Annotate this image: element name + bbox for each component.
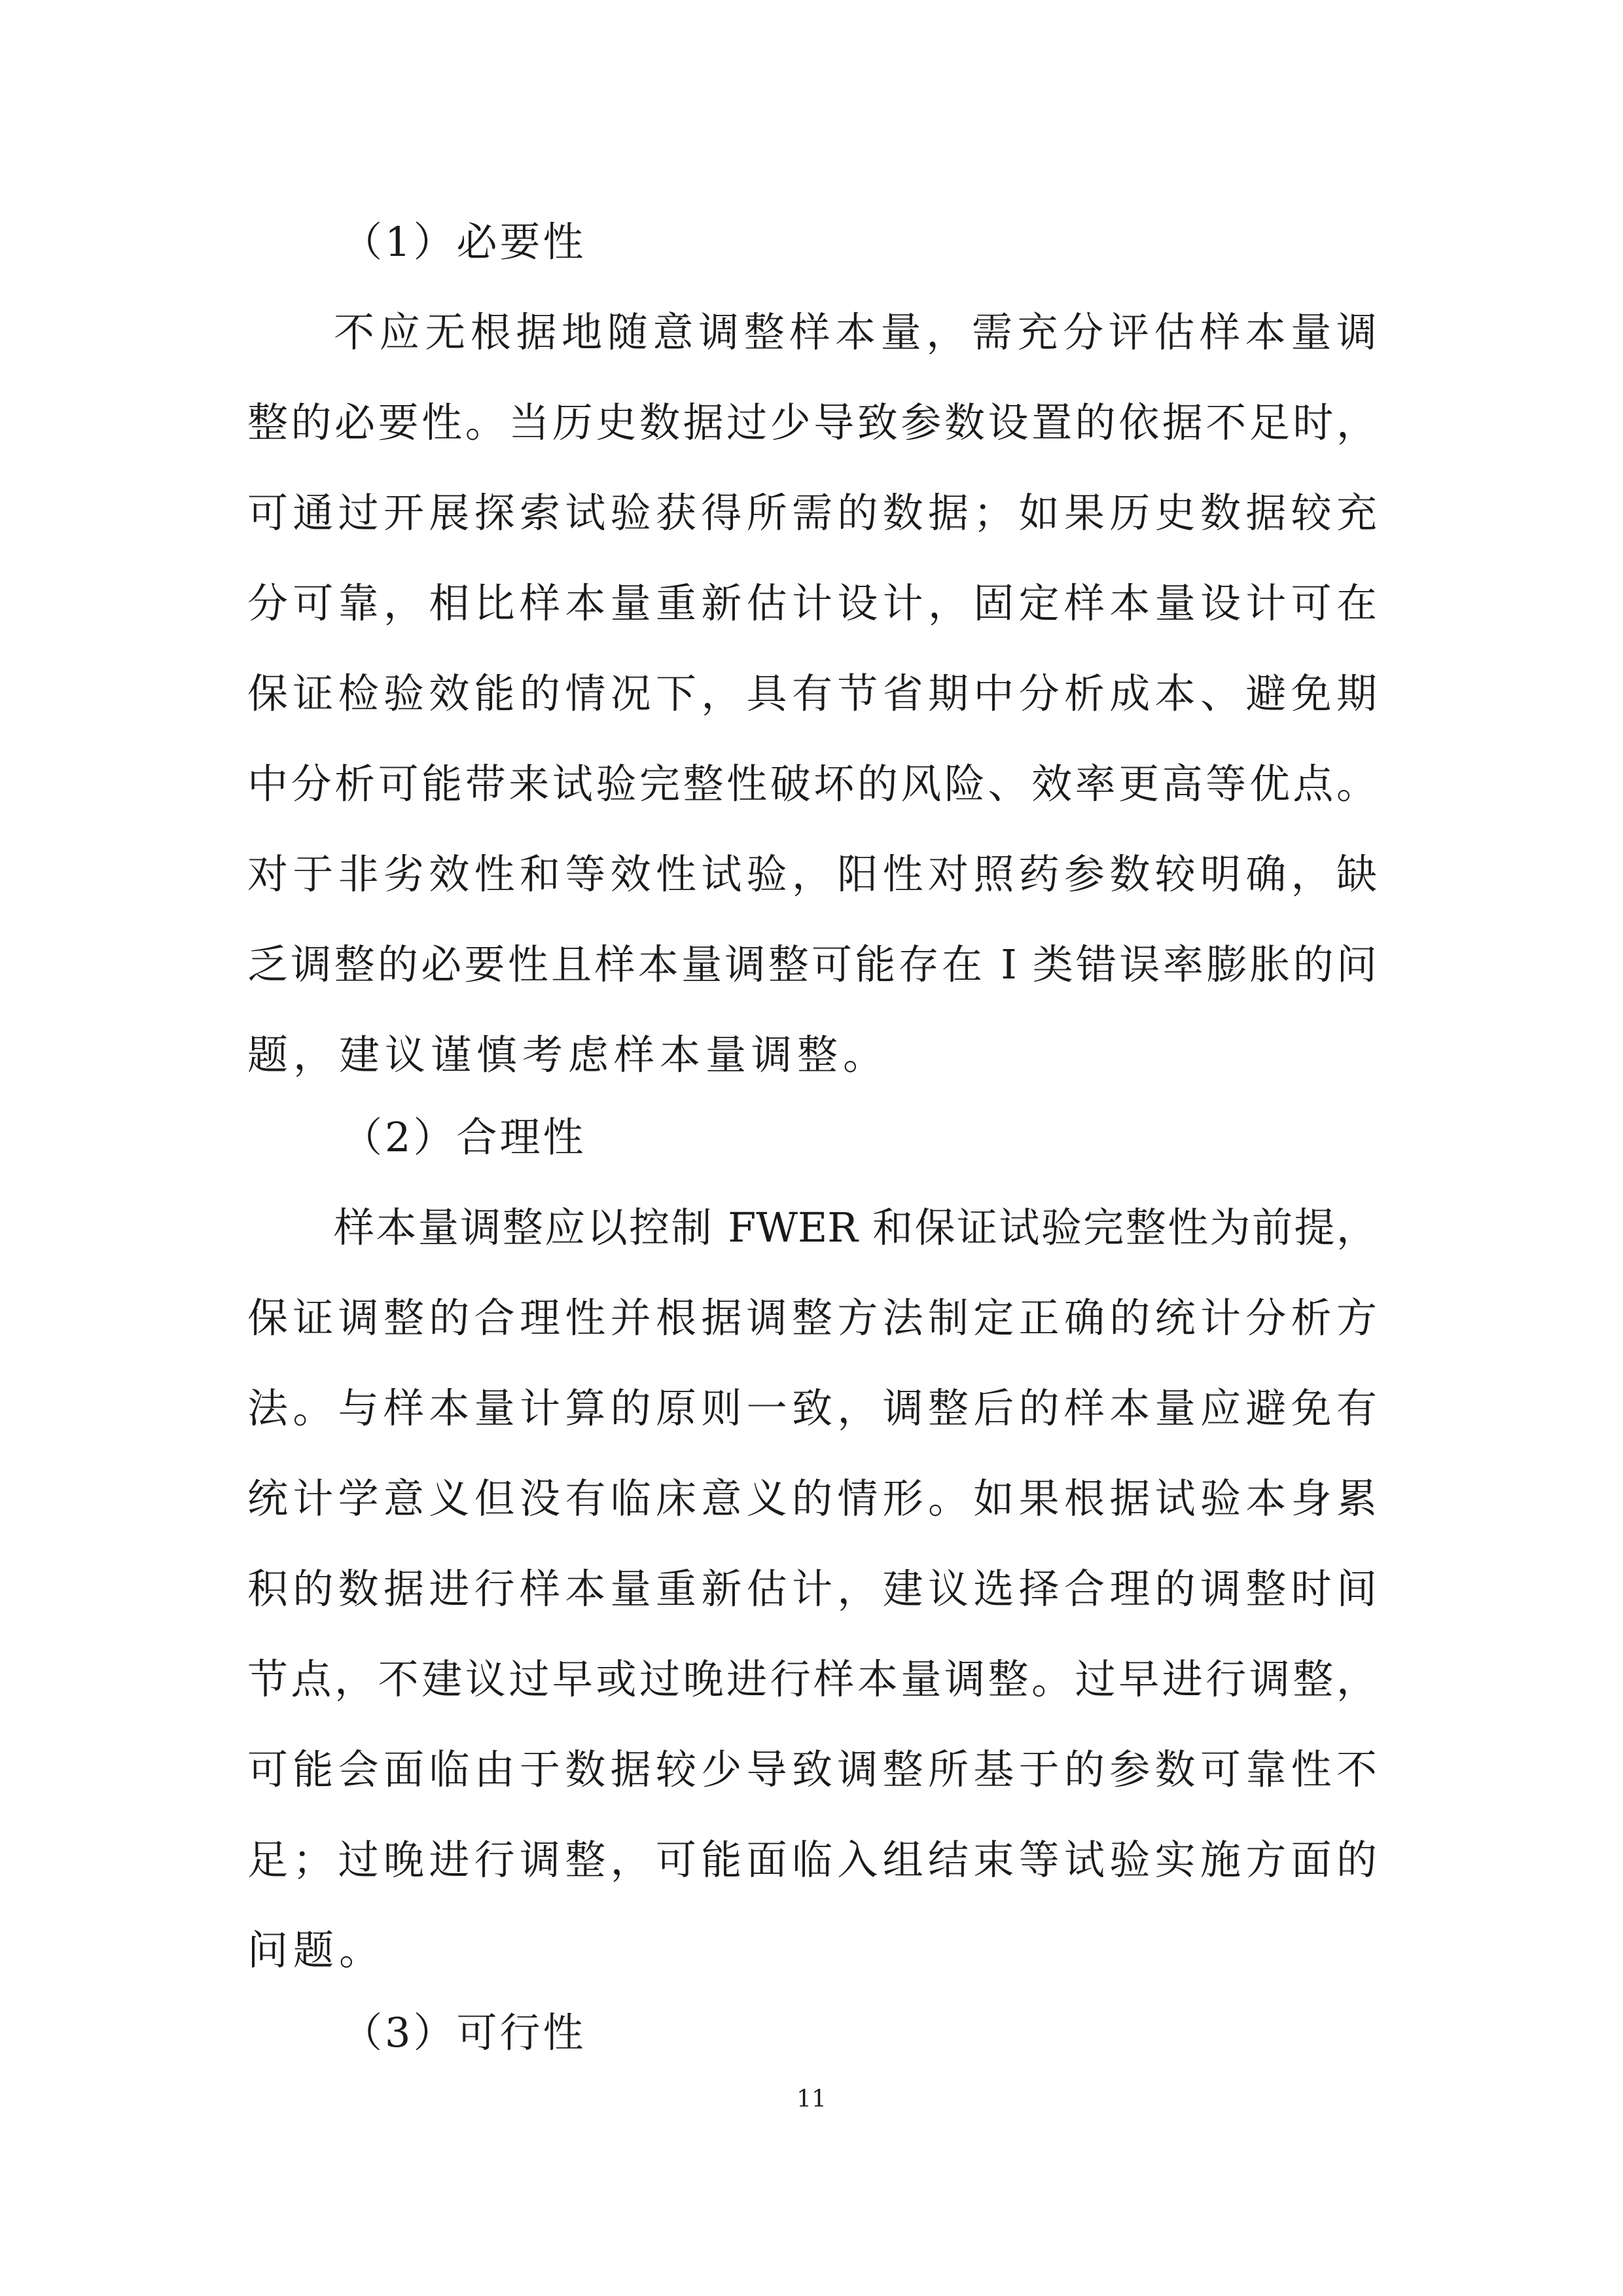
paragraph-line: 统计学意义但没有临床意义的情形。如果根据试验本身累 [247,1475,1377,1522]
section-heading-necessity: （1）必要性 [342,218,586,266]
paragraph-line: 可通过开展探索试验获得所需的数据；如果历史数据较充 [247,489,1377,537]
paragraph-line: 足；过晚进行调整，可能面临入组结束等试验实施方面的 [247,1836,1377,1884]
paragraph-line: 乏调整的必要性且样本量调整可能存在 I 类错误率膨胀的问 [247,941,1377,988]
paragraph-line: 积的数据进行样本量重新估计，建议选择合理的调整时间 [247,1565,1377,1613]
paragraph-line: 题，建议谨慎考虑样本量调整。 [247,1031,889,1079]
paragraph-line: 整的必要性。当历史数据过少导致参数设置的依据不足时， [247,399,1377,446]
section-heading-feasibility: （3）可行性 [342,2009,586,2056]
paragraph-line: 中分析可能带来试验完整性破坏的风险、效率更高等优点。 [247,760,1377,808]
paragraph-line: 问题。 [247,1926,385,1974]
paragraph-line: 可能会面临由于数据较少导致调整所基于的参数可靠性不 [247,1746,1377,1793]
paragraph-line: 样本量调整应以控制 FWER 和保证试验完整性为前提， [334,1204,1377,1251]
paragraph-line: 对于非劣效性和等效性试验，阳性对照药参数较明确，缺 [247,850,1377,898]
paragraph-line: 保证检验效能的情况下，具有节省期中分析成本、避免期 [247,670,1377,717]
paragraph-line: 不应无根据地随意调整样本量，需充分评估样本量调 [334,308,1377,356]
paragraph-line: 保证调整的合理性并根据调整方法制定正确的统计分析方 [247,1294,1377,1342]
page-number: 11 [796,2086,827,2113]
paragraph-line: 分可靠，相比样本量重新估计设计，固定样本量设计可在 [247,579,1377,627]
paragraph-line: 节点，不建议过早或过晚进行样本量调整。过早进行调整， [247,1655,1377,1703]
section-heading-rationality: （2）合理性 [342,1113,586,1161]
paragraph-line: 法。与样本量计算的原则一致，调整后的样本量应避免有 [247,1384,1377,1432]
